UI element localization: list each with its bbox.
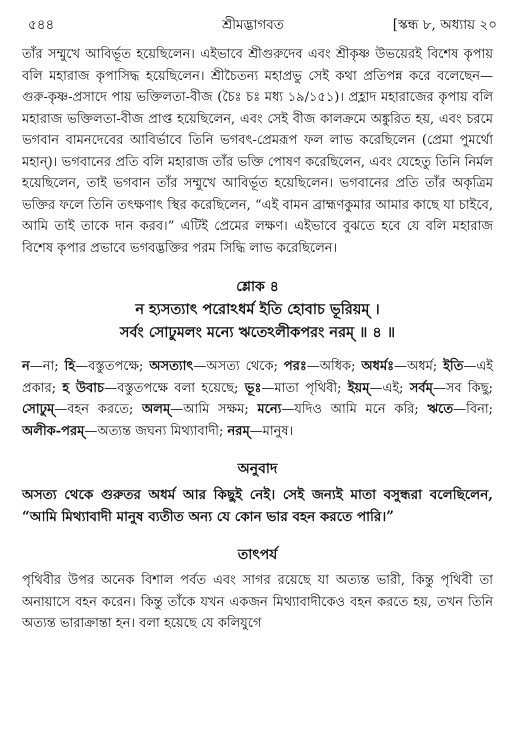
synonym-meaning: —অত্যন্ত জঘন্য মিথ্যাবাদী; <box>84 423 228 439</box>
synonym-meaning: —মাতা পৃথিবী; <box>261 380 348 396</box>
synonym-meaning: —আমি সক্ষম; <box>170 402 258 417</box>
synonym-term: অলম্ <box>142 402 171 417</box>
page-body <box>22 44 493 635</box>
synonym-meaning: —মানুষ। <box>249 423 294 439</box>
synonym-term: ইয়ম্ <box>347 380 370 396</box>
purport-heading: তাৎপর্য <box>237 547 278 563</box>
synonym-meaning: —সব কিছু; <box>432 380 494 396</box>
synonym-meaning: —অধিক; <box>306 359 362 374</box>
synonym-term: অলীক-পরম্ <box>22 423 85 439</box>
synonym-meaning: —বিনা; <box>453 402 493 417</box>
translation-heading: অনুবাদ <box>237 461 278 477</box>
chapter-reference: [স্কন্ধ ৮, অধ্যায় ২০ <box>392 17 497 33</box>
synonym-meaning: —অধর্ম; <box>394 359 444 374</box>
synonym-term: ন <box>22 359 30 374</box>
synonym-meaning: —এই; <box>369 380 410 396</box>
synonym-meaning: —বহন করতে; <box>54 402 143 417</box>
verse-label: শ্লোক ৪ <box>236 279 279 295</box>
synonym-meaning: —না; <box>29 359 65 374</box>
word-meanings <box>22 356 493 442</box>
synonym-term: হ উবাচ <box>62 380 105 396</box>
verse-line-1: ন হ্যসত্যাৎ পরোঽধর্ম ইতি হোবাচ ভূরিয়ম্ । <box>135 301 380 318</box>
synonym-meaning: —বস্তুতপক্ষে বলা হয়েছে; <box>104 380 245 396</box>
synonym-term: মন্যে <box>257 402 282 417</box>
verse-line-2: সর্বং সোঢুমলং মন্যে ঋতেঽলীকপরং নরম্ ॥ ৪ ॥ <box>119 324 396 341</box>
synonym-term: অসত্যাৎ <box>149 359 194 374</box>
page-number: ৫৪৪ <box>28 17 55 33</box>
synonym-meaning: —এই প্রকার; <box>22 359 494 396</box>
intro-paragraph: তাঁর সম্মুখে আবির্ভূত হয়েছিলেন। এইভাবে শ্রীগুরুদেব এবং শ্রীকৃষ্ণ উভয়েরই বিশেষ কৃপায় বলি মহারাজ কৃপাসিদ্ধ হয়েছিলেন। শ্রীচৈতন্য মহাপ্রভু সেই কথা প্রতিপন্ন করে বলেছেন—গুরু-কৃষ্ণ-প্রসাদে পায় ভক্তিলতা-বীজ (চৈঃ চঃ মধ্য ১৯/১৫১)। প্রহ্লাদ মহারাজের কৃপায় বলি মহারাজ ভক্তিলতা-বীজ প্রাপ্ত হয়েছিলেন, এবং সেই বীজ কালক্রমে অঙ্কুরিত হয়, এবং চরমে ভগবান বামনদেবের আবির্ভাবে তিনি ভগবৎ-প্রেমরূপ ফল লাভ করেছিলেন (প্রেমা পুমর্থো মহান্)। ভগবানের প্রতি বলি মহারাজ তাঁর ভক্তি পোষণ করেছিলেন, এবং যেহেতু তিনি নির্মল হয়েছিলেন, তাই ভগবান তাঁর সম্মুখে আবির্ভূত হয়েছিলেন। ভগবানের প্রতি তাঁর অকৃত্রিম ভক্তির ফলে তিনি তৎক্ষণাৎ স্থির করেছিলেন, “এই বামন ব্রাহ্মণকুমার আমার কাছে যা চাইবে, আমি তাই তাকে দান করব।” এটিই প্রেমের লক্ষণ। এইভাবে বুঝতে হবে যে বলি মহারাজ বিশেষ কৃপার প্রভাবে ভগবদ্ভক্তির পরম সিদ্ধি লাভ করেছিলেন। <box>22 47 493 256</box>
synonym-term: সর্বম্ <box>409 380 433 396</box>
synonym-meaning: —অসত্য থেকে; <box>193 359 284 374</box>
synonym-term: ঋতে <box>427 402 454 417</box>
synonym-term: পরঃ <box>283 359 307 374</box>
synonym-term: ইতি <box>443 359 464 374</box>
running-title: শ্রীমদ্ভাগবত <box>222 17 284 33</box>
synonym-meaning: —বস্তুতপক্ষে; <box>75 359 150 374</box>
translation-text: অসত্য থেকে গুরুতর অধর্ম আর কিছুই নেই। সেই জন্যই মাতা বসুন্ধরা বলেছিলেন, “আমি মিথ্যাবাদী মানুষ ব্যতীত অন্য যে কোন ভার বহন করতে পারি।” <box>22 487 493 525</box>
synonym-term: হি <box>64 359 76 374</box>
synonym-term: ভূঃ <box>244 380 262 396</box>
synonym-term: নরম্ <box>227 423 250 439</box>
synonym-meaning: —যদিও আমি মনে করি; <box>281 402 428 417</box>
page-header <box>22 14 497 36</box>
synonym-term: সোঢুম্ <box>22 402 55 417</box>
purport-text: পৃথিবীর উপর অনেক বিশাল পর্বত এবং সাগর রয়েছে যা অত্যন্ত ভারী, কিন্তু পৃথিবী তা অনায়াসে বহন করেন। কিন্তু তাঁকে যখন একজন মিথ্যাবাদীকেও বহন করতে হয়, তখন তিনি অত্যন্ত ভারাক্রান্তা হন। বলা হয়েছে যে কলিযুগে <box>22 573 493 631</box>
synonym-term: অধর্মঃ <box>361 359 395 374</box>
